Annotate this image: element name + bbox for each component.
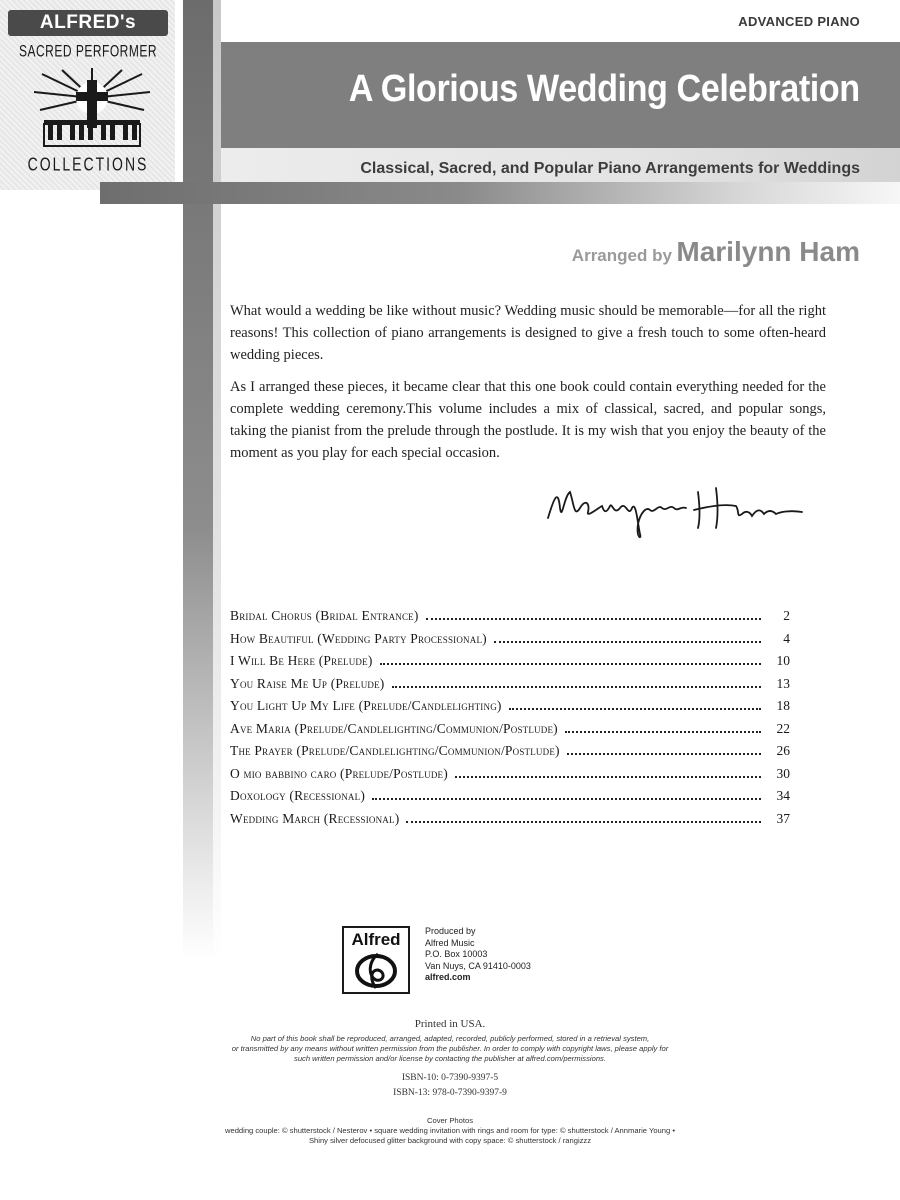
toc-title: Doxology (Recessional) [230, 788, 366, 803]
toc-title: Wedding March (Recessional) [230, 810, 400, 826]
toc-leader [426, 617, 761, 620]
toc-entry[interactable] [230, 811, 790, 834]
cover-photo-credits [110, 1116, 790, 1146]
treble-clef-icon [354, 952, 398, 990]
toc-page: 34 [776, 788, 790, 803]
toc-leader [380, 662, 761, 665]
toc-leader [392, 685, 761, 688]
publisher-website[interactable]: alfred.com [425, 972, 471, 982]
publisher-line: Van Nuys, CA 91410-0003 [425, 960, 531, 971]
cover-photos-heading: Cover Photos [426, 1116, 473, 1125]
arranger-prefix: Arranged by [571, 246, 672, 265]
copyright-notice [130, 1034, 770, 1064]
toc-entry[interactable] [230, 721, 790, 744]
toc-leader [509, 707, 761, 710]
toc-title: You Raise Me Up (Prelude) [230, 675, 385, 691]
isbn-13: ISBN-13: 978-0-7390-9397-9 [393, 1088, 507, 1098]
intro-paragraph: What would a wedding be like without music? Wedding music should be memorable—for all the right reasons! This collection of piano arrangements is designed to give a fresh touch to some often-heard wedding pieces. [230, 303, 826, 363]
publisher-line: Produced by [425, 926, 476, 936]
toc-page: 30 [776, 765, 790, 781]
toc-entry[interactable] [230, 631, 790, 654]
toc-entry[interactable] [230, 608, 790, 631]
toc-page: 18 [776, 698, 790, 713]
cross-horizontal-bar [100, 182, 900, 204]
toc-title: The Prayer (Prelude/Candlelighting/Communion/Postlude) [230, 743, 560, 758]
difficulty-label: ADVANCED PIANO [738, 14, 860, 29]
series-logo-title: ALFRED's [8, 10, 168, 36]
printed-in: Printed in USA. [414, 1018, 486, 1030]
series-logo-subtitle: SACRED PERFORMER [18, 41, 157, 61]
cover-photos-line: Shiny silver defocused glitter background with copy space: © shutterstock / rangizzz [308, 1136, 592, 1145]
toc-page: 4 [783, 630, 790, 646]
toc-page: 22 [776, 720, 790, 736]
toc-title: Bridal Chorus (Bridal Entrance) [230, 608, 419, 623]
arranger-credit [572, 236, 860, 268]
toc-entry[interactable] [230, 766, 790, 789]
book-title: A Glorious Wedding Celebration [349, 68, 860, 110]
alfred-logo [342, 926, 410, 994]
cross-keyboard-icon [32, 68, 152, 150]
toc-page: 37 [776, 810, 790, 826]
toc-title: O mio babbino caro (Prelude/Postlude) [230, 765, 448, 781]
toc-title: I Will Be Here (Prelude) [230, 653, 373, 668]
cross-vertical-shadow [213, 0, 221, 960]
toc-leader [406, 820, 761, 823]
toc-page: 13 [776, 675, 790, 691]
toc-title: You Light Up My Life (Prelude/Candlelighting) [230, 698, 502, 713]
toc-entry[interactable] [230, 676, 790, 699]
toc-entry[interactable] [230, 698, 790, 721]
publisher-line: Alfred Music [425, 937, 475, 948]
isbn-10: ISBN-10: 0-7390-9397-5 [401, 1073, 499, 1083]
toc-page: 26 [776, 743, 790, 758]
toc-title: Ave Maria (Prelude/Candlelighting/Communion/Postlude) [230, 720, 558, 736]
toc-title: How Beautiful (Wedding Party Processional) [230, 630, 487, 646]
publisher-line: P.O. Box 10003 [425, 949, 488, 959]
introduction [230, 300, 826, 474]
copyright-line: No part of this book shall be reproduced, arranged, adapted, recorded, publicly performed, stored in a retrieval system, [250, 1034, 650, 1043]
series-logo-collections: COLLECTIONS [27, 153, 149, 175]
toc-page: 2 [783, 608, 790, 623]
publisher-info [425, 926, 531, 984]
toc-leader [494, 640, 761, 643]
arranger-name: Marilynn Ham [676, 236, 860, 267]
cover-photos-line: wedding couple: © shutterstock / Nesterov • square wedding invitation with rings and room for type: © shutterstock / Annmarie Young • [224, 1126, 675, 1135]
toc-page: 10 [776, 653, 790, 668]
toc-leader [372, 797, 761, 800]
cross-vertical-bar [183, 0, 213, 960]
toc-entry[interactable] [230, 743, 790, 766]
toc-leader [567, 752, 761, 755]
alfred-logo-word: Alfred [351, 930, 401, 949]
toc-leader [565, 730, 761, 733]
intro-paragraph: As I arranged these pieces, it became clear that this one book could contain everything needed for the complete wedding ceremony.This volume includes a mix of classical, sacred, and popular songs, taking the pianist from the prelude through the postlude. It is my wish that you enjoy the beauty of the moment as you play for each special occasion. [230, 379, 826, 461]
copyright-line: or transmitted by any means without written permission from the publisher. In order to comply with copyright laws, please apply for [231, 1044, 669, 1053]
arranger-signature [540, 478, 810, 548]
book-subtitle: Classical, Sacred, and Popular Piano Arrangements for Weddings [360, 160, 860, 177]
table-of-contents [230, 608, 790, 833]
toc-entry[interactable] [230, 653, 790, 676]
toc-leader [455, 775, 761, 778]
toc-entry[interactable] [230, 788, 790, 811]
copyright-line: such written permission and/or license by contacting the publisher at alfred.com/permissions. [294, 1054, 606, 1063]
